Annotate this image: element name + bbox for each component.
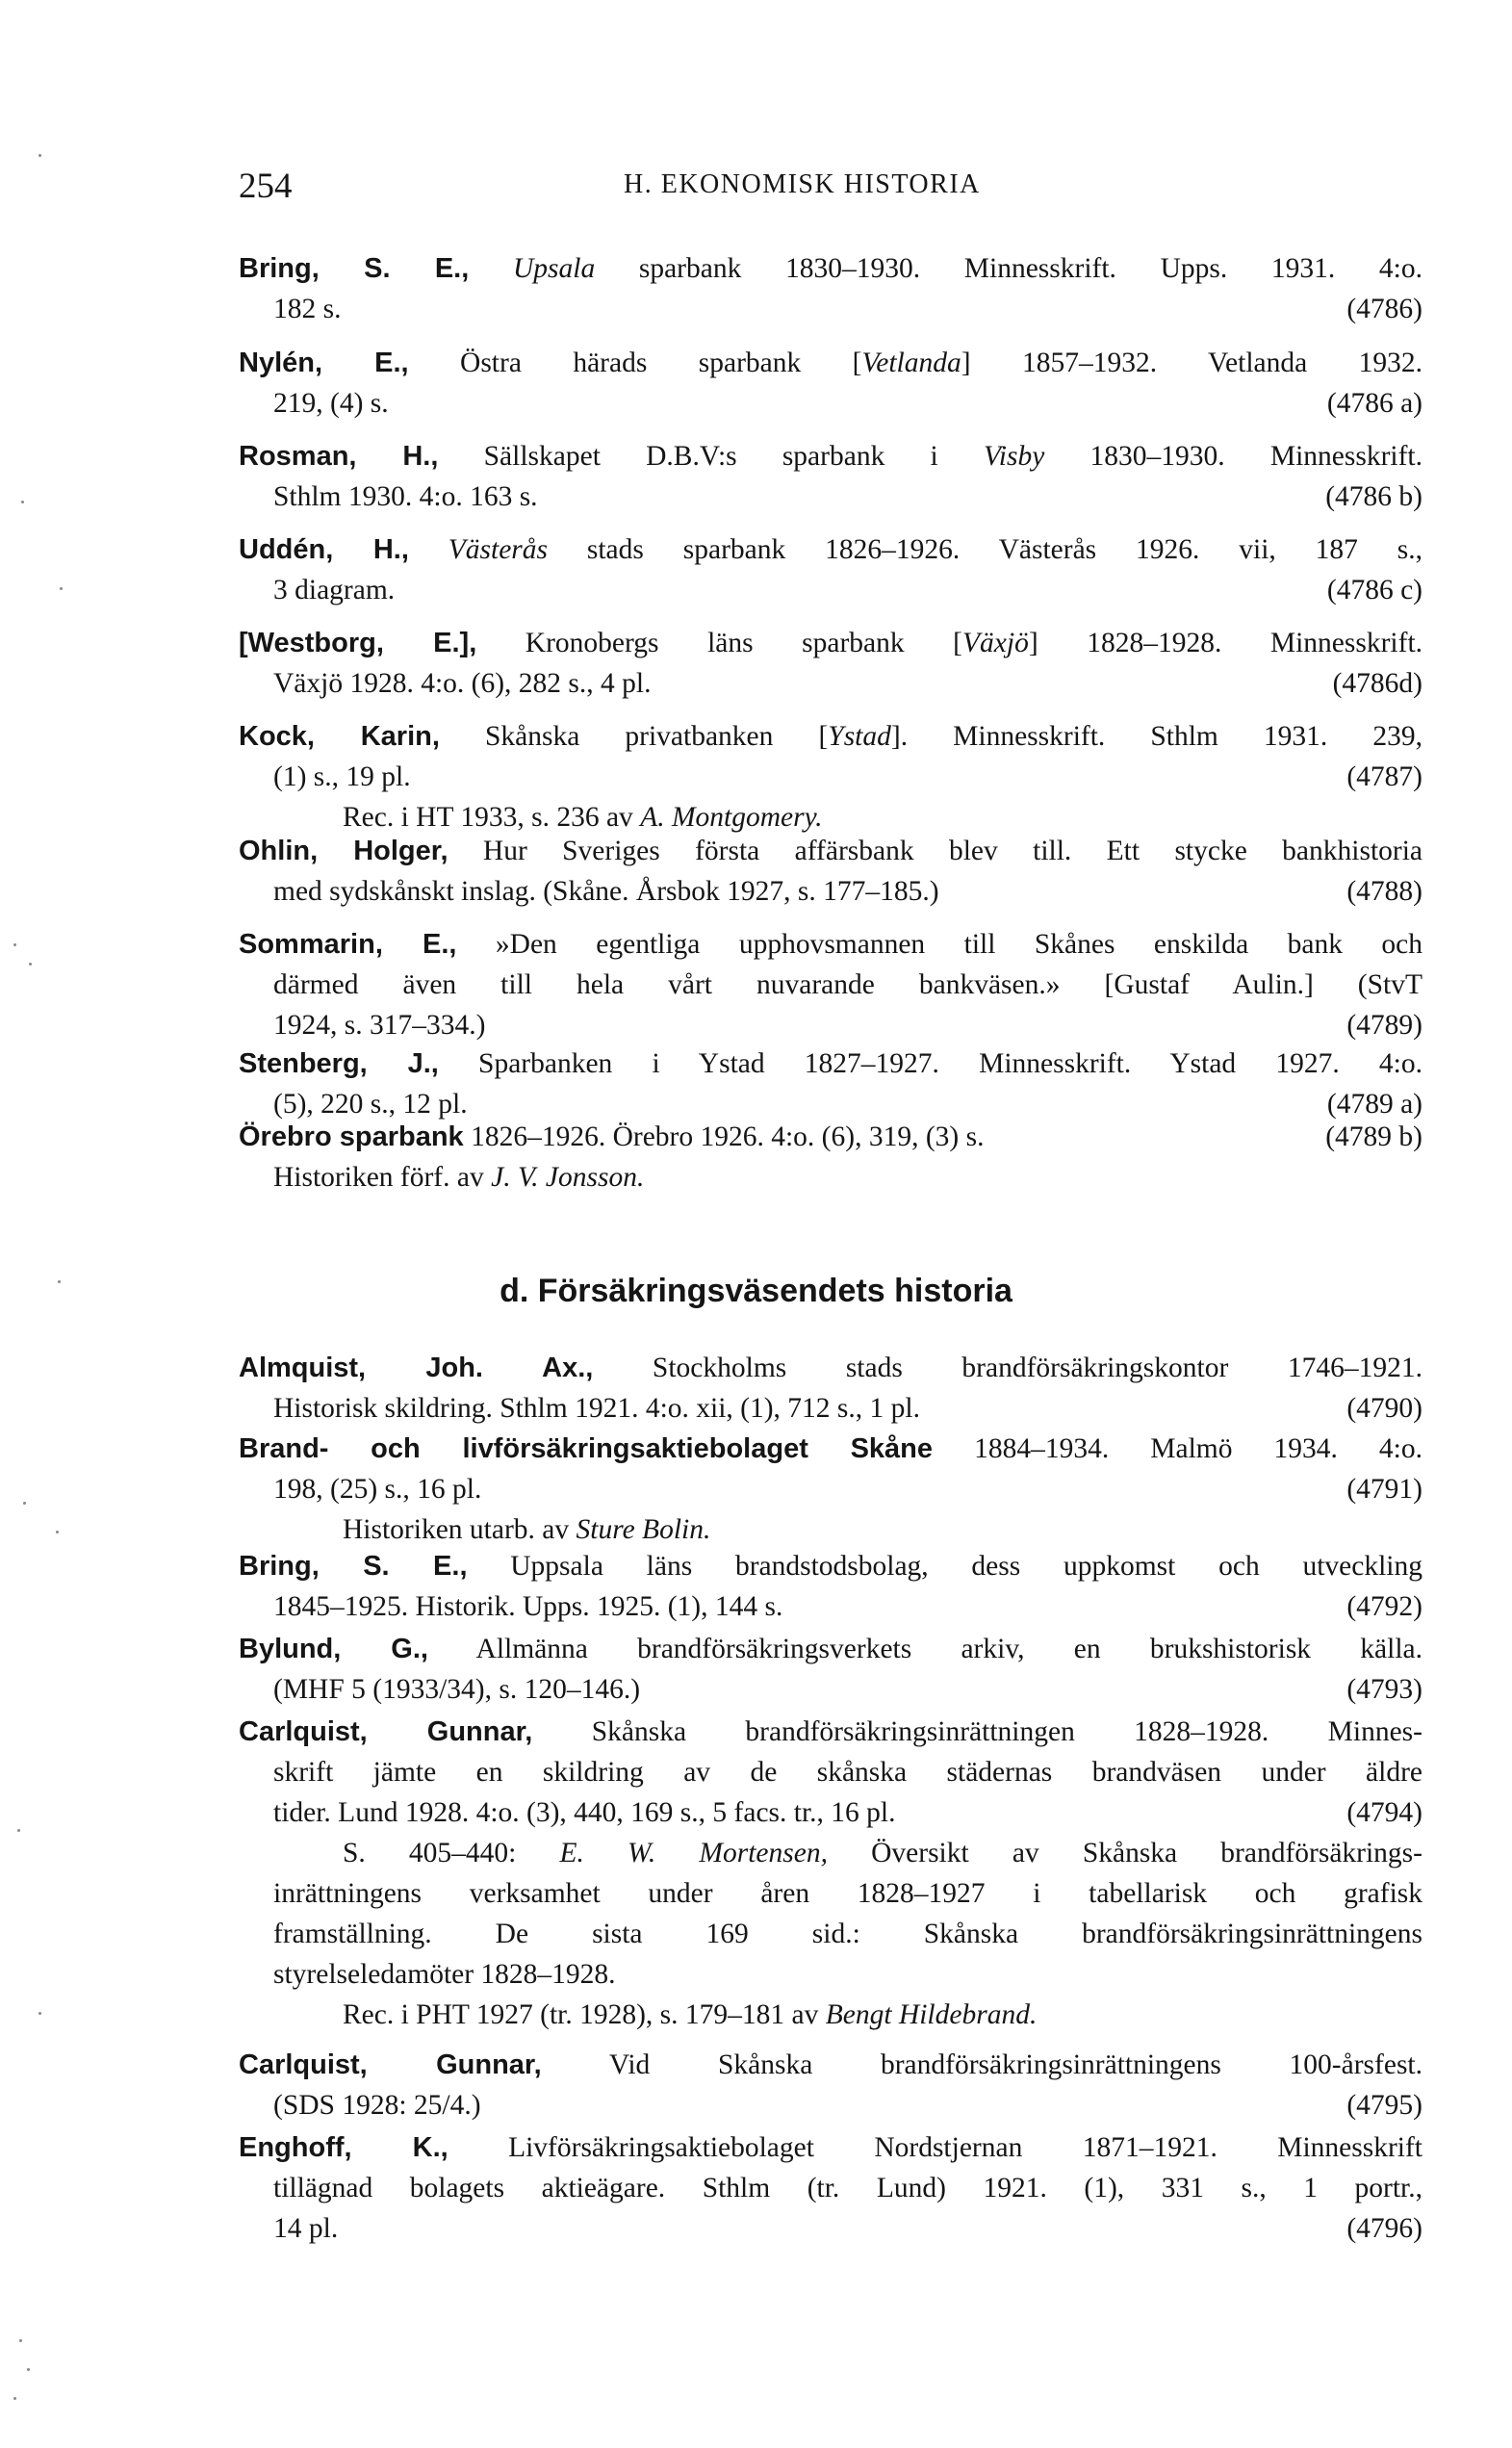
entry-number: (4793)	[1346, 1674, 1422, 1705]
entry-number: (4786 c)	[1326, 575, 1422, 606]
entry-number: (4794)	[1346, 1797, 1422, 1828]
bib-entry-4786c: Uddén, H., Västerås stads sparbank 1826–1926. Västerås 1926. vii, 187 s., 3 diagram. (4786 c)	[239, 529, 1422, 610]
bib-entry-4788: Ohlin, Holger, Hur Sveriges första affärsbank blev till. Ett stycke bankhistoria med sydskånskt inslag. (Skåne. Årsbok 1927, s. 177–185.) (4788)	[239, 831, 1422, 912]
bib-entry-4792: Bring, S. E., Uppsala läns brandstodsbolag, dess uppkomst och utveckling 1845–1925. Historik. Upps. 1925. (1), 144 s. (4792)	[239, 1546, 1422, 1627]
entry-number: (4789 b)	[1325, 1121, 1422, 1152]
bib-entry-4789: Sommarin, E., »Den egentliga upphovsmannen till Skånes enskilda bank och därmed även till hela vårt nuvarande bankväsen.» [Gustaf Aulin.] (StvT 1924, s. 317–334.) (4789)	[239, 924, 1422, 1045]
entry-number: (4789)	[1346, 1010, 1422, 1041]
bib-entry-4790: Almquist, Joh. Ax., Stockholms stads brandförsäkringskontor 1746–1921. Historisk skildring. Sthlm 1921. 4:o. xii, (1), 712 s., 1 pl. (4790)	[239, 1348, 1422, 1429]
bib-entry-4794: Carlquist, Gunnar, Skånska brandförsäkringsinrättningen 1828–1928. Minnes- skrift jämte en skildring av de skånska städernas brandväsen under äldre tider. Lund 1928. 4:o. (3), 440, 169 s., 5 facs. tr., 16 pl. (4794) S. 405–440: E. W. Mortensen, Översikt av Skånska brandförsäkrings- inrättningens verksamhet under åren 1828–1927 i tabellarisk och grafisk framställning. De sista 169 sid.: Skånska brandförsäkringsinrättningens styrelseledamöter 1828–1928. Rec. i PHT 1927 (tr. 1928), s. 179–181 av Bengt Hildebrand.	[239, 1716, 1422, 2030]
entry-number: (4786d)	[1332, 668, 1422, 699]
bib-entry-4795: Carlquist, Gunnar, Vid Skånska brandförsäkringsinrättningens 100-årsfest. (SDS 1928: 25/4.) (4795)	[239, 2045, 1422, 2126]
running-title: H. EKONOMISK HISTORIA	[624, 169, 981, 199]
section-heading: d. Försäkringsväsendets historia	[500, 1273, 1012, 1309]
entry-number: (4790)	[1346, 1393, 1422, 1424]
bib-entry-4786d: [Westborg, E.], Kronobergs läns sparbank [Växjö] 1828–1928. Minnesskrift. Växjö 1928. 4:o. (6), 282 s., 4 pl. (4786d)	[239, 623, 1422, 704]
entry-number: (4786 b)	[1325, 481, 1422, 512]
entry-number: (4796)	[1346, 2213, 1422, 2244]
bib-entry-4791: Brand- och livförsäkringsaktiebolaget Skåne 1884–1934. Malmö 1934. 4:o. 198, (25) s., 16 pl. (4791) Historiken utarb. av Sture Bolin.	[239, 1433, 1422, 1545]
entry-number: (4789 a)	[1326, 1089, 1422, 1120]
bib-entry-4786a: Nylén, E., Östra härads sparbank [Vetlanda] 1857–1932. Vetlanda 1932. 219, (4) s. (4786 a)	[239, 343, 1422, 424]
page-header	[239, 162, 1422, 210]
entry-number: (4795)	[1346, 2090, 1422, 2121]
entry-number: (4788)	[1346, 876, 1422, 907]
entry-number: (4791)	[1346, 1474, 1422, 1505]
bib-entry-4789b: Örebro sparbank 1826–1926. Örebro 1926. 4:o. (6), 319, (3) s. (4789 b) Historiken förf. av J. V. Jonsson.	[239, 1117, 1422, 1198]
bib-entry-4793: Bylund, G., Allmänna brandförsäkringsverkets arkiv, en brukshistorisk källa. (MHF 5 (1933/34), s. 120–146.) (4793)	[239, 1629, 1422, 1710]
entry-number: (4786 a)	[1326, 388, 1422, 419]
bib-entry-4787: Kock, Karin, Skånska privatbanken [Ystad]. Minnesskrift. Sthlm 1931. 239, (1) s., 19 pl. (4787) Rec. i HT 1933, s. 236 av A. Montgomery.	[239, 721, 1422, 833]
page-number: 254	[239, 167, 293, 206]
entry-number: (4792)	[1346, 1591, 1422, 1622]
bib-entry-4786: Bring, S. E., Upsala sparbank 1830–1930. Minnesskrift. Upps. 1931. 4:o. 182 s. (4786)	[239, 248, 1422, 329]
bib-entry-4789a: Stenberg, J., Sparbanken i Ystad 1827–1927. Minnesskrift. Ystad 1927. 4:o. (5), 220 s., 12 pl. (4789 a)	[239, 1044, 1422, 1124]
entry-number: (4786)	[1346, 294, 1422, 324]
bib-entry-4786b: Rosman, H., Sällskapet D.B.V:s sparbank i Visby 1830–1930. Minnesskrift. Sthlm 1930. 4:o. 163 s. (4786 b)	[239, 436, 1422, 517]
bib-entry-4796: Enghoff, K., Livförsäkringsaktiebolaget Nordstjernan 1871–1921. Minnesskrift tillägnad bolagets aktieägare. Sthlm (tr. Lund) 1921. (1), 331 s., 1 portr., 14 pl. (4796)	[239, 2127, 1422, 2249]
entry-number: (4787)	[1346, 761, 1422, 792]
